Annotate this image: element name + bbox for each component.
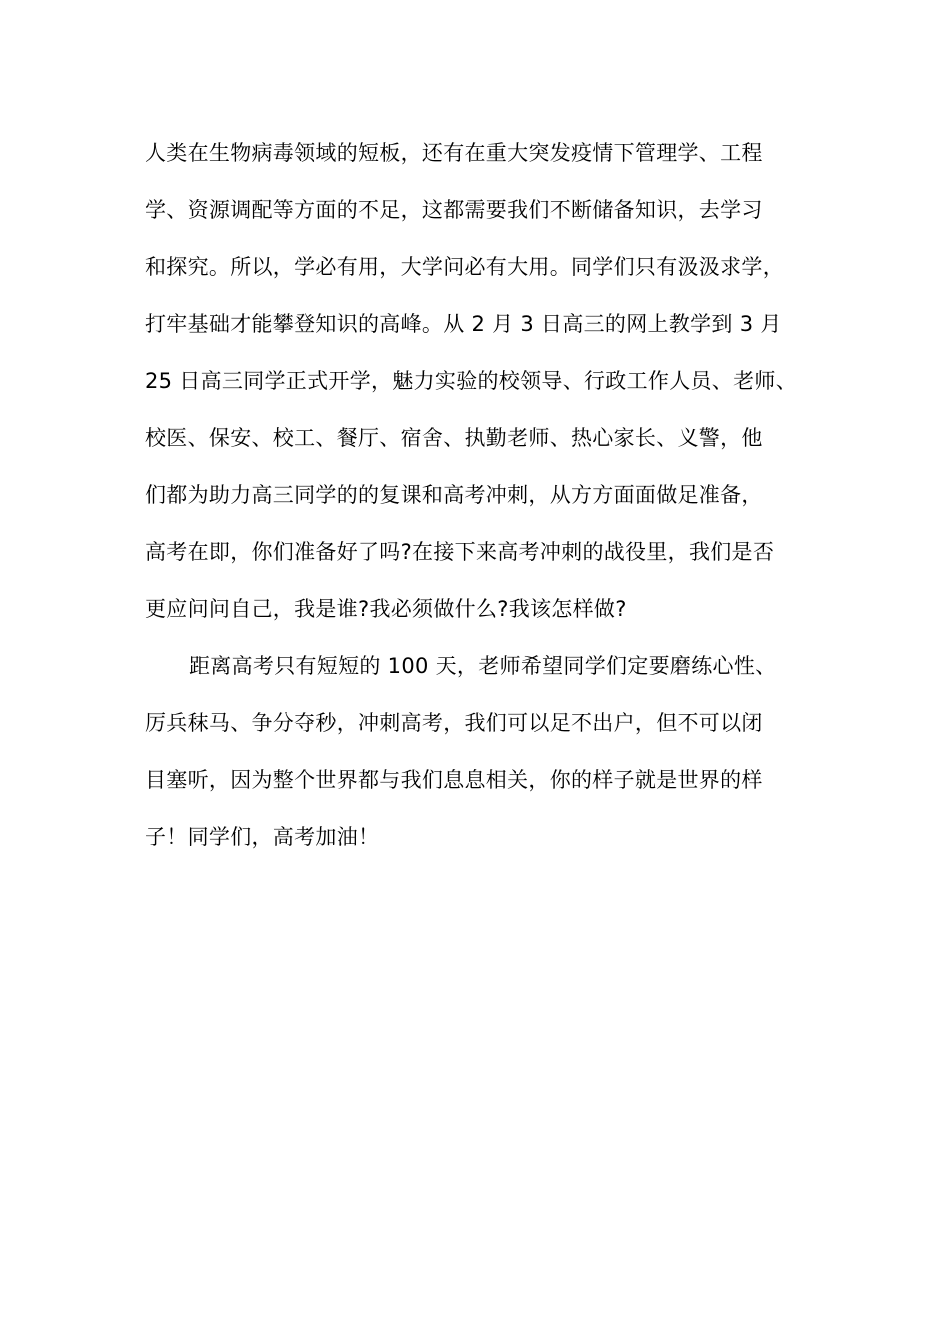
text-line: 校医、保安、校工、餐厅、宿舍、执勤老师、热心家长、义警，他: [145, 426, 763, 450]
text-line: 25 日高三同学正式开学，魅力实验的校领导、行政工作人员、老师、: [145, 369, 797, 393]
text-line: 学、资源调配等方面的不足，这都需要我们不断储备知识，去学习: [145, 198, 763, 222]
text-line: 和探究。所以，学必有用，大学问必有大用。同学们只有汲汲求学，: [145, 255, 784, 279]
text-line: 们都为助力高三同学的的复课和高考冲刺，从方方面面做足准备，: [145, 483, 763, 507]
text-line: 厉兵秣马、争分夺秒，冲刺高考，我们可以足不出户，但不可以闭: [145, 711, 763, 735]
text-line: 更应问问自己，我是谁?我必须做什么?我该怎样做?: [145, 597, 627, 621]
paragraph-1: [145, 134, 825, 647]
text-line: 距离高考只有短短的 100 天，老师希望同学们定要磨练心性、: [189, 654, 777, 678]
document-body: [145, 134, 825, 875]
text-line: 人类在生物病毒领域的短板，还有在重大突发疫情下管理学、工程: [145, 141, 763, 165]
text-line: 打牢基础才能攀登知识的高峰。从 2 月 3 日高三的网上教学到 3 月: [145, 312, 782, 336]
text-line: 目塞听，因为整个世界都与我们息息相关，你的样子就是世界的样: [145, 768, 763, 792]
paragraph-2: [145, 647, 825, 875]
text-line: 高考在即，你们准备好了吗?在接下来高考冲刺的战役里，我们是否: [145, 540, 775, 564]
text-line: 子！同学们，高考加油！: [145, 825, 380, 849]
